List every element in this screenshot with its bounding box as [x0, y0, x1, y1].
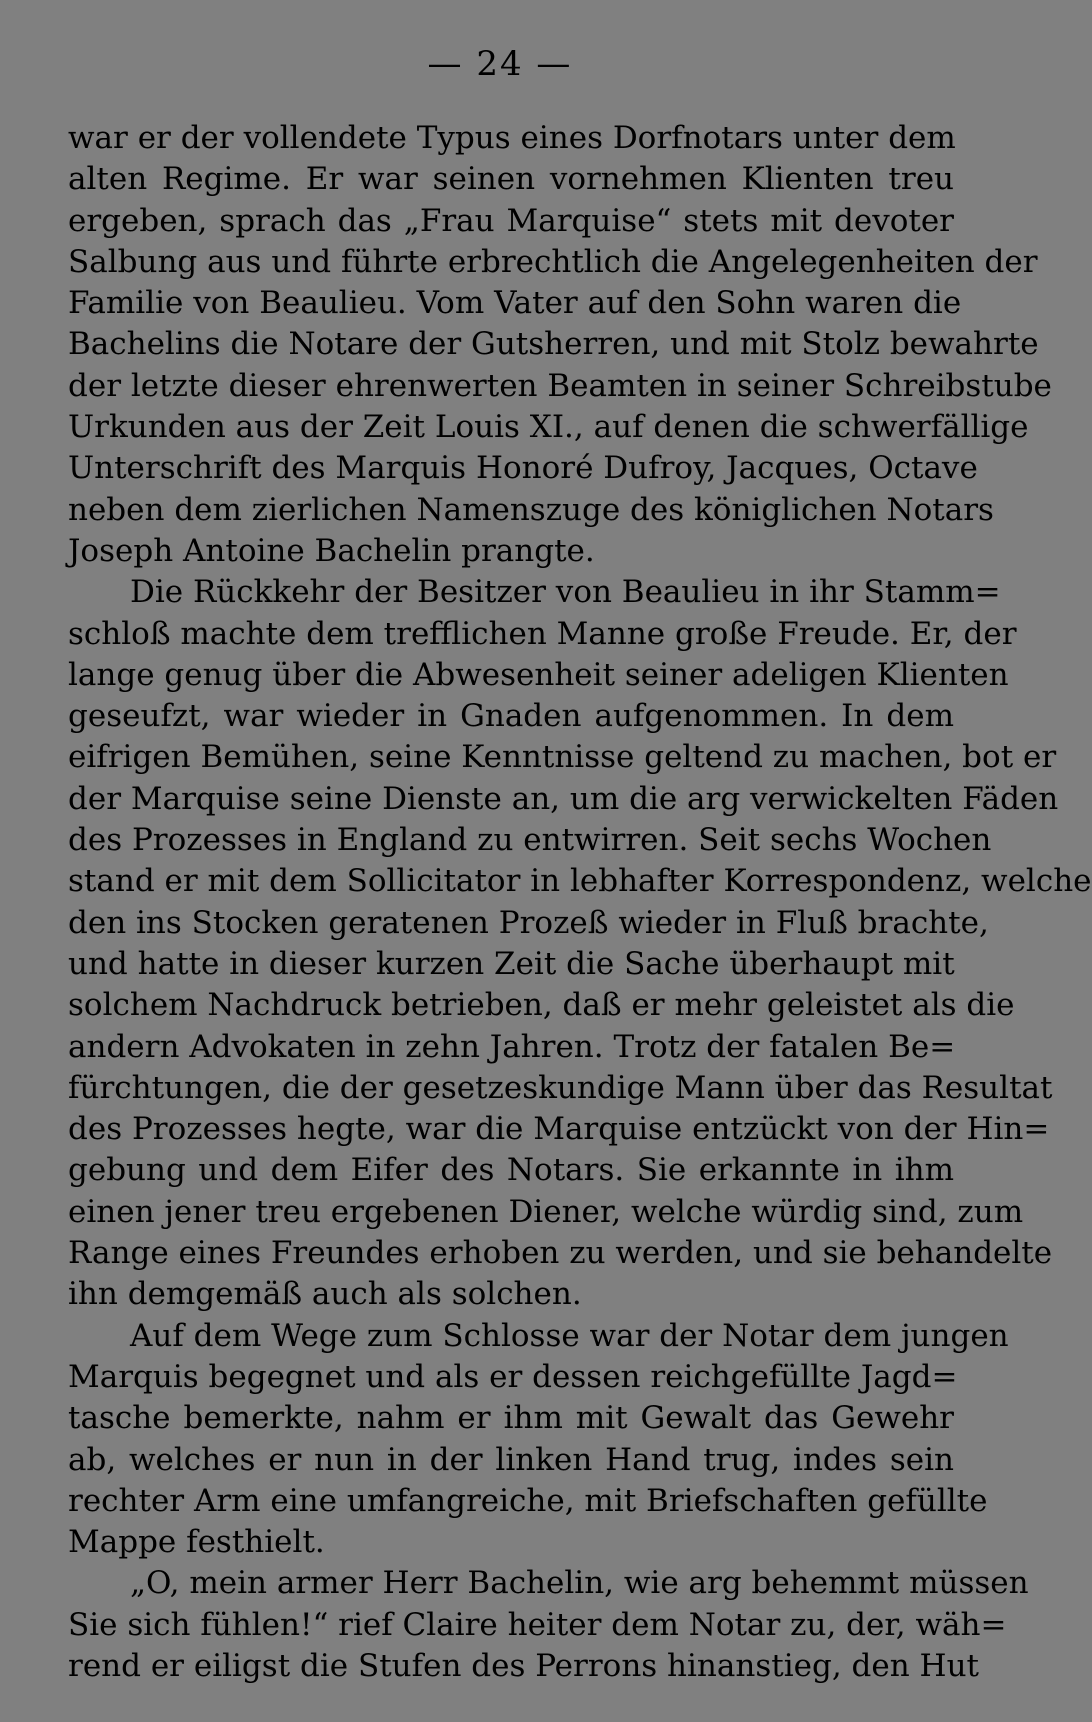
text-line: geseufzt, war wieder in Gnaden aufgenommen. In dem — [68, 698, 954, 735]
text-line: Sie sich fühlen!“ rief Claire heiter dem Notar zu, der, wäh= — [68, 1606, 1007, 1643]
text-line: der letzte dieser ehrenwerten Beamten in seiner Schreibstube — [68, 367, 1052, 404]
text-line: ergeben, sprach das „Frau Marquise“ stets mit devoter — [68, 202, 954, 239]
text-line: war er der vollendete Typus eines Dorfnotars unter dem — [68, 120, 956, 156]
text-line: Range eines Freundes erhoben zu werden, und sie behandelte — [68, 1235, 1053, 1272]
text-line: Salbung aus und führte erbrechtlich die Angelegenheiten der — [68, 243, 1038, 280]
text-body — [68, 118, 1092, 1687]
text-line: eifrigen Bemühen, seine Kenntnisse geltend zu machen, bot er — [68, 739, 1057, 776]
text-line: Mappe festhielt. — [68, 1524, 325, 1561]
text-line: lange genug über die Abwesenheit seiner adeligen Klienten — [68, 656, 1009, 693]
text-line: der Marquise seine Dienste an, um die arg verwickelten Fäden — [68, 780, 1059, 817]
text-line: Unterschrift des Marquis Honoré Dufroy, Jacques, Octave — [68, 450, 978, 487]
text-line: des Prozesses in England zu entwirren. Seit sechs Wochen — [68, 822, 992, 859]
text-line: solchem Nachdruck betrieben, daß er mehr geleistet als die — [68, 987, 1015, 1024]
text-line: rechter Arm eine umfangreiche, mit Briefschaften gefüllte — [68, 1482, 988, 1519]
text-line: fürchtungen, die der gesetzeskundige Mann über das Resultat — [68, 1069, 1053, 1106]
text-line: „O, mein armer Herr Bachelin, wie arg behemmt müssen — [130, 1565, 1029, 1602]
text-line: ihn demgemäß auch als solchen. — [68, 1276, 582, 1313]
text-line: schloß machte dem trefflichen Manne große Freude. Er, der — [68, 615, 1017, 652]
text-line: und hatte in dieser kurzen Zeit die Sache überhaupt mit — [68, 945, 955, 982]
text-line: den ins Stocken geratenen Prozeß wieder in Fluß brachte, — [68, 904, 989, 941]
text-line: neben dem zierlichen Namenszuge des königlichen Notars — [68, 491, 994, 528]
text-line: ab, welches er nun in der linken Hand trug, indes sein — [68, 1441, 954, 1478]
text-line: tasche bemerkte, nahm er ihm mit Gewalt das Gewehr — [68, 1400, 954, 1437]
text-line: gebung und dem Eifer des Notars. Sie erkannte in ihm — [68, 1152, 954, 1189]
text-line: Bachelins die Notare der Gutsherren, und mit Stolz bewahrte — [68, 326, 1039, 363]
text-line: Auf dem Wege zum Schlosse war der Notar dem jungen — [130, 1317, 1009, 1354]
text-line: einen jener treu ergebenen Diener, welche würdig sind, zum — [68, 1193, 1024, 1230]
text-line: stand er mit dem Sollicitator in lebhafter Korrespondenz, welche — [68, 863, 1092, 900]
page-number: — 24 — — [427, 44, 573, 84]
text-line: Urkunden aus der Zeit Louis XI., auf denen die schwerfällige — [68, 409, 1029, 446]
text-line: Die Rückkehr der Besitzer von Beaulieu in ihr Stamm= — [130, 574, 1001, 611]
text-line: Familie von Beaulieu. Vom Vater auf den Sohn waren die — [68, 285, 962, 322]
text-line: Marquis begegnet und als er dessen reichgefüllte Jagd= — [68, 1358, 958, 1395]
text-line: alten Regime. Er war seinen vornehmen Klienten treu — [68, 161, 954, 198]
text-line: Joseph Antoine Bachelin prangte. — [68, 532, 595, 569]
text-line: rend er eiligst die Stufen des Perrons hinanstieg, den Hut — [68, 1647, 979, 1684]
text-line: des Prozesses hegte, war die Marquise entzückt von der Hin= — [68, 1111, 1050, 1148]
text-line: andern Advokaten in zehn Jahren. Trotz der fatalen Be= — [68, 1028, 956, 1065]
